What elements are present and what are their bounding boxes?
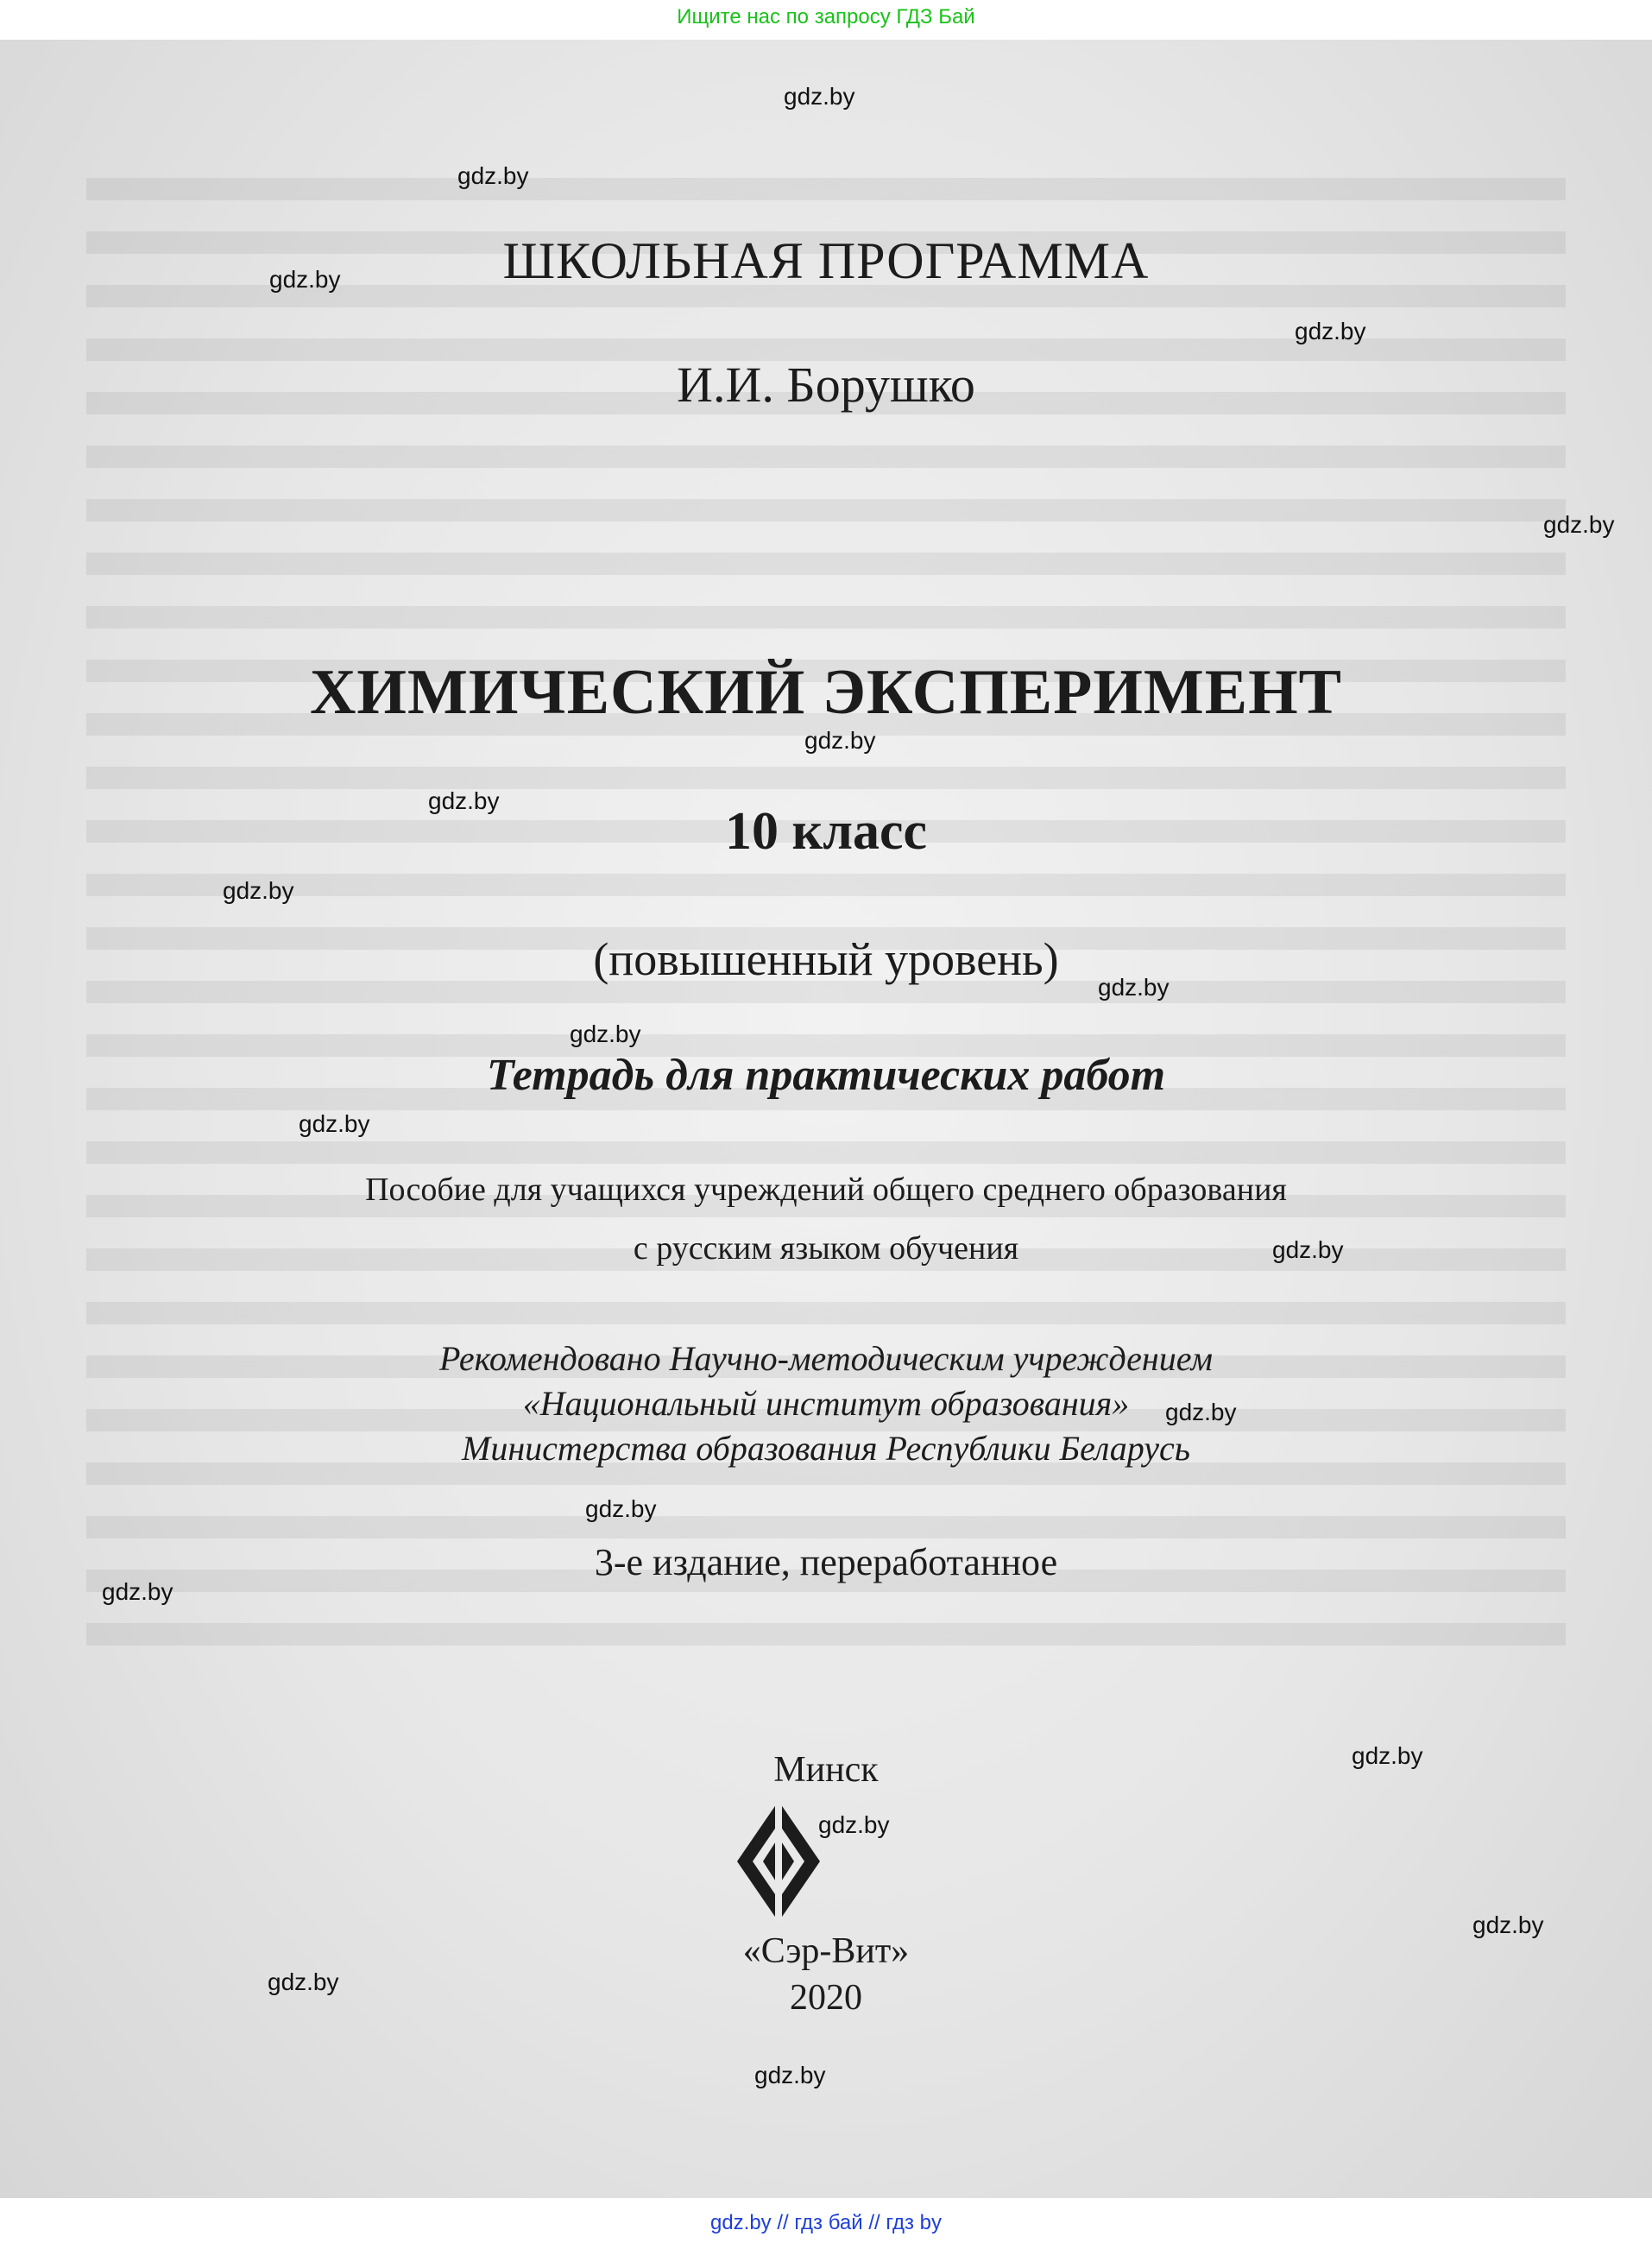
watermark-3: gdz.by xyxy=(269,266,341,293)
watermark-9: gdz.by xyxy=(1098,974,1170,1001)
watermark-4: gdz.by xyxy=(1295,318,1366,344)
top-banner-link[interactable]: Ищите нас по запросу ГДЗ Бай xyxy=(677,5,975,28)
book-title: ХИМИЧЕСКИЙ ЭКСПЕРИМЕНТ xyxy=(309,657,1343,728)
watermark-16: gdz.by xyxy=(1352,1742,1423,1769)
level-label: (повышенный уровень) xyxy=(593,933,1059,985)
publisher-name: «Сэр-Вит» xyxy=(742,1931,910,1971)
top-banner xyxy=(0,0,1652,35)
watermark-18: gdz.by xyxy=(1472,1911,1544,1938)
recommendation-line-2: «Национальный институт образования» xyxy=(522,1384,1130,1423)
watermark-14: gdz.by xyxy=(585,1495,657,1522)
city-label: Минск xyxy=(773,1750,879,1790)
watermark-8: gdz.by xyxy=(223,877,294,904)
recommendation-line-1: Рекомендовано Научно-методическим учреждением xyxy=(438,1339,1214,1378)
watermark-12: gdz.by xyxy=(1272,1236,1344,1263)
bottom-banner-links[interactable]: gdz.by // гдз бай // гдз by xyxy=(709,2211,943,2234)
watermark-13: gdz.by xyxy=(1165,1399,1237,1425)
watermark-15: gdz.by xyxy=(102,1578,173,1605)
edition-label: 3-е издание, переработанное xyxy=(594,1541,1058,1583)
grade-label: 10 класс xyxy=(724,802,928,861)
description-line-2: с русским языком обучения xyxy=(633,1230,1019,1267)
watermark-6: gdz.by xyxy=(804,727,876,754)
diamond-emblem-icon xyxy=(732,1798,825,1925)
description-line-1: Пособие для учащихся учреждений общего среднего образования xyxy=(365,1172,1287,1208)
recommendation-line-3: Министерства образования Республики Беларусь xyxy=(462,1429,1190,1468)
watermark-11: gdz.by xyxy=(299,1110,370,1137)
watermark-5: gdz.by xyxy=(1543,511,1615,538)
book-subtitle: Тетрадь для практических работ xyxy=(486,1051,1166,1100)
watermark-1: gdz.by xyxy=(784,83,855,110)
watermark-20: gdz.by xyxy=(754,2062,826,2088)
watermark-19: gdz.by xyxy=(268,1968,339,1995)
series-title: ШКОЛЬНАЯ ПРОГРАММА xyxy=(502,232,1150,289)
watermark-10: gdz.by xyxy=(570,1020,641,1047)
watermark-2: gdz.by xyxy=(457,162,529,189)
watermark-7: gdz.by xyxy=(428,787,500,814)
publication-year: 2020 xyxy=(790,1978,862,2018)
author-name: И.И. Борушко xyxy=(677,357,975,413)
watermark-17: gdz.by xyxy=(818,1811,890,1838)
bottom-banner xyxy=(0,2203,1652,2243)
